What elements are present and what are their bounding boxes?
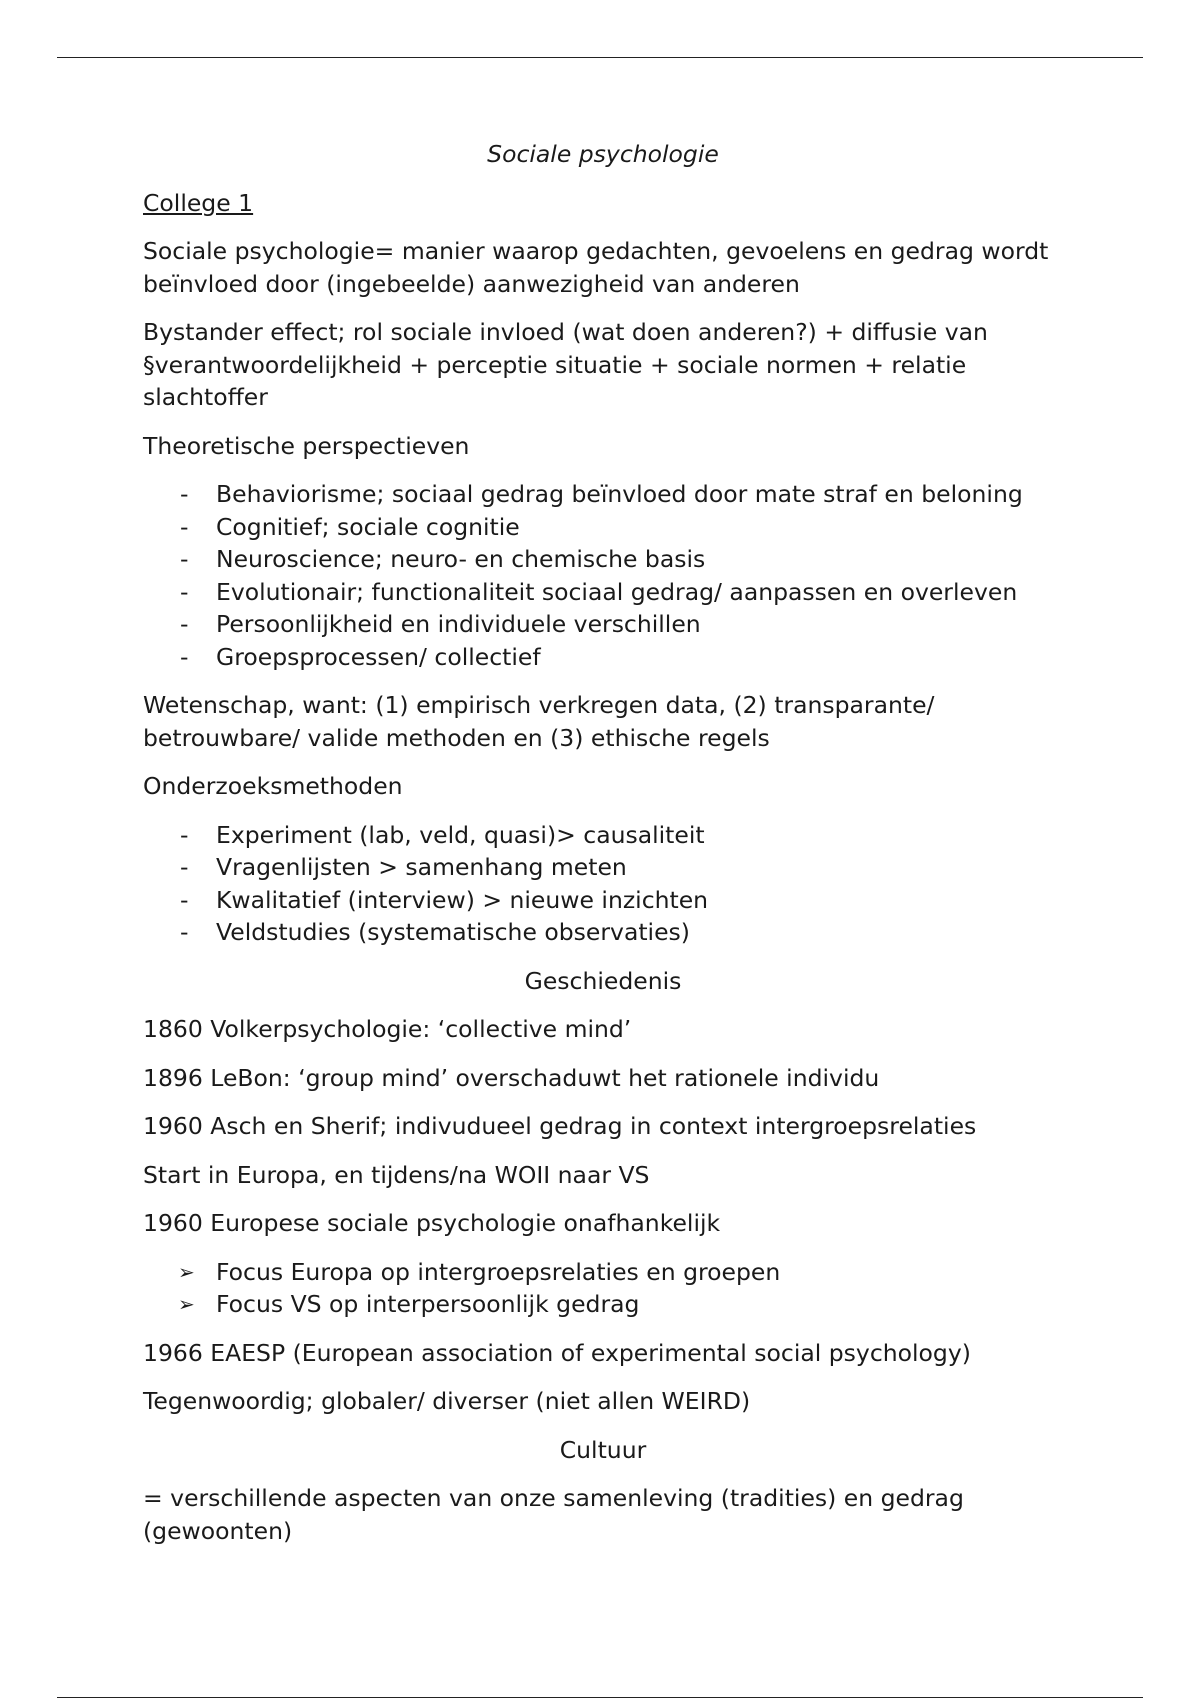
history-item: 1960 Europese sociale psychologie onafhankelijk xyxy=(143,1209,721,1237)
perspectives-list xyxy=(143,478,1063,673)
bystander-paragraph xyxy=(143,316,1063,414)
list-item-text: Vragenlijsten > samenhang meten xyxy=(216,853,627,881)
history-item: Start in Europa, en tijdens/na WOII naar VS xyxy=(143,1160,650,1189)
list-item xyxy=(143,1256,1063,1289)
dash-bullet: - xyxy=(180,820,189,849)
history-item: 1960 Asch en Sherif; indivudueel gedrag in context intergroepsrelaties xyxy=(143,1112,977,1140)
list-item-text: Veldstudies (systematische observaties) xyxy=(216,918,690,946)
footer-rule xyxy=(57,1697,1143,1698)
dash-bullet: - xyxy=(180,853,189,881)
document-body xyxy=(143,138,1063,1563)
list-item-text: Groepsprocessen/ collectief xyxy=(216,642,541,671)
eaesp-paragraph: 1966 EAESP (European association of experimental social psychology) xyxy=(143,1338,971,1367)
list-item xyxy=(143,819,1063,852)
list-item xyxy=(143,478,1063,511)
definition-paragraph: Sociale psychologie= manier waarop gedachten, gevoelens en gedrag wordt beïnvloed door (ingebeelde) aanwezigheid van anderen xyxy=(143,237,1049,298)
methods-heading: Onderzoeksmethoden xyxy=(143,772,403,800)
list-item-text: Kwalitatief (interview) > nieuwe inzichten xyxy=(216,885,709,914)
list-item-text: Cognitief; sociale cognitie xyxy=(216,512,520,541)
list-item xyxy=(143,1288,1063,1321)
list-item-text: Evolutionair; functionaliteit sociaal gedrag/ aanpassen en overleven xyxy=(216,577,1018,606)
list-item-text: Persoonlijkheid en individuele verschillen xyxy=(216,610,701,638)
dash-bullet: - xyxy=(180,918,189,946)
list-item xyxy=(143,576,1063,609)
list-item xyxy=(143,641,1063,674)
dash-bullet: - xyxy=(180,480,189,508)
list-item-text: Focus Europa op intergroepsrelaties en groepen xyxy=(216,1257,781,1286)
dash-bullet: - xyxy=(180,885,189,914)
dash-bullet: - xyxy=(180,610,189,638)
list-item-text: Neuroscience; neuro- en chemische basis xyxy=(216,545,706,573)
arrow-bullet-icon: ➢ xyxy=(178,1259,195,1284)
dash-bullet: - xyxy=(180,545,189,573)
dash-bullet: - xyxy=(180,577,189,606)
header-rule xyxy=(57,57,1143,58)
history-item: 1896 LeBon: ‘group mind’ overschaduwt het rationele individu xyxy=(143,1063,880,1092)
perspectives-heading: Theoretische perspectieven xyxy=(143,431,470,460)
list-item xyxy=(143,608,1063,641)
history-item: 1860 Volkerpsychologie: ‘collective mind’ xyxy=(143,1015,632,1043)
culture-heading: Cultuur xyxy=(559,1435,647,1464)
list-item-text: Experiment (lab, veld, quasi)> causaliteit xyxy=(216,820,705,849)
methods-list xyxy=(143,819,1063,949)
dash-bullet: - xyxy=(180,642,189,671)
science-paragraph: Wetenschap, want: (1) empirisch verkregen data, (2) transparante/ betrouwbare/ valide methoden en (3) ethische regels xyxy=(143,691,935,752)
document-title: Sociale psychologie xyxy=(487,140,719,168)
list-item xyxy=(143,543,1063,576)
dash-bullet: - xyxy=(180,512,189,541)
history-heading: Geschiedenis xyxy=(524,966,682,995)
list-item xyxy=(143,916,1063,949)
college-heading: College 1 xyxy=(143,188,254,217)
culture-definition: = verschillende aspecten van onze samenleving (tradities) en gedrag (gewoonten) xyxy=(143,1484,964,1545)
bystander-line: Bystander effect; rol sociale invloed (wat doen anderen?) + diffusie van xyxy=(143,318,988,346)
list-item xyxy=(143,851,1063,884)
bystander-line: §verantwoordelijkheid + perceptie situatie + sociale normen + relatie xyxy=(143,350,967,379)
bystander-line: slachtoffer xyxy=(143,383,268,411)
list-item xyxy=(143,511,1063,544)
list-item-text: Behaviorisme; sociaal gedrag beïnvloed door mate straf en beloning xyxy=(216,480,1023,508)
today-paragraph: Tegenwoordig; globaler/ diverser (niet allen WEIRD) xyxy=(143,1387,751,1415)
list-item-text: Focus VS op interpersoonlijk gedrag xyxy=(216,1290,640,1318)
arrow-bullet-icon: ➢ xyxy=(178,1292,195,1316)
list-item xyxy=(143,884,1063,917)
focus-list xyxy=(143,1256,1063,1321)
